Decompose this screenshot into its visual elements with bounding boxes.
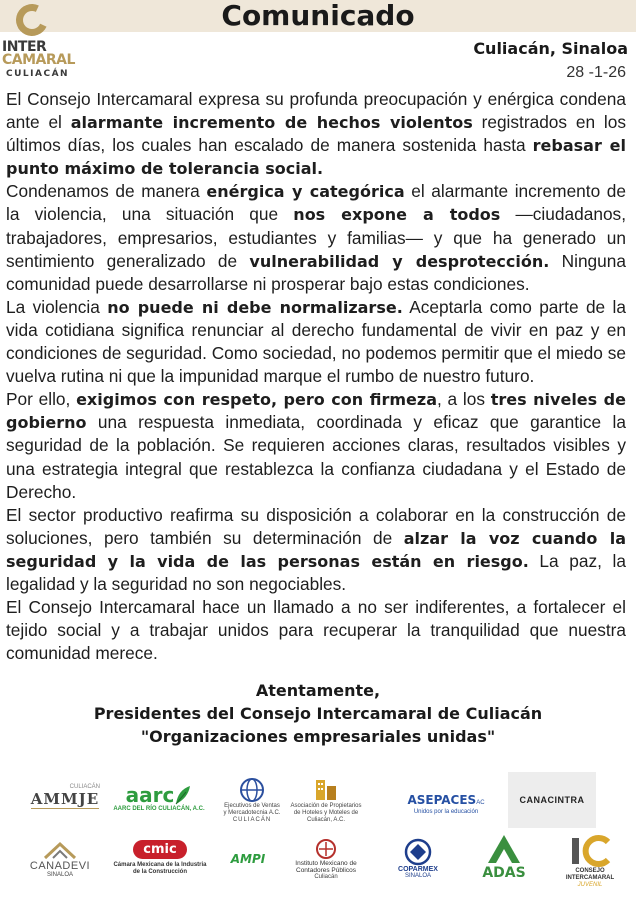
body-text: Condenamos de manera — [6, 181, 207, 202]
emphasis-text: enérgica y categórica — [206, 182, 405, 202]
hoteles-logo — [290, 772, 362, 828]
imcp-city: Culiacán — [314, 873, 338, 880]
emphasis-text: rebasar el punto máximo de tolerancia social. — [6, 136, 626, 179]
ejecutivos-subtitle: Ejecutivos de Ventas y Mercadotecnia A.C. — [223, 802, 281, 816]
logo-text-culiacan: CULIACÁN — [6, 69, 70, 79]
canacintra-name: CANACINTRA — [519, 795, 585, 805]
cmic-subtitle: Cámara Mexicana de la Industria de la Construcción — [113, 862, 207, 875]
canadevi-logo — [22, 834, 98, 884]
emphasis-text: vulnerabilidad y desprotección. — [249, 251, 550, 271]
consejo-juvenil-logo — [560, 828, 620, 894]
body-text: registrados en los últimos días, los cuales han escalado de manera sostenida hasta — [6, 112, 627, 156]
date-line: 28 -1-26 — [566, 64, 626, 81]
canadevi-state: SINALOA — [46, 871, 73, 878]
body-text: La paz, la legalidad y la seguridad no son negociables. — [6, 550, 626, 594]
place-line: Culiacán, Sinaloa — [473, 39, 628, 58]
asepaces-name: ASEPACES — [407, 792, 477, 807]
hoteles-subtitle: Asociación de Propietarios de Hoteles y Moteles de Culiacán, A.C. — [290, 802, 362, 823]
adas-logo — [466, 828, 542, 886]
ejecutivos-globe-icon — [237, 777, 267, 803]
emphasis-text: alarmante incremento de hechos violentos — [70, 113, 473, 133]
aarc-subtitle: AARC DEL RÍO CULIACÁN, A.C. — [113, 805, 205, 812]
ammje-logo — [30, 776, 100, 816]
imcp-subtitle: Instituto Mexicano de Contadores Públicos — [295, 859, 357, 874]
emphasis-text: alzar la voz cuando la seguridad y la vida de las personas están en riesgo. — [6, 528, 626, 571]
cmic-logo — [112, 830, 208, 886]
statement-paragraph — [6, 596, 626, 665]
page-title: Comunicado — [221, 0, 415, 32]
statement-paragraph — [6, 504, 626, 596]
slogan-line: "Organizaciones empresariales unidas" — [140, 727, 496, 746]
signatories-line: Presidentes del Consejo Intercamaral de Culiacán — [93, 704, 543, 723]
ejecutivos-logo — [222, 772, 282, 828]
asepaces-subtitle: Unidos por la educación — [413, 808, 479, 815]
statement-paragraph — [6, 88, 626, 180]
ammje-name: AMMJE — [30, 789, 100, 808]
imcp-logo — [286, 830, 366, 888]
cmic-name: cmic — [133, 840, 186, 859]
body-text: una respuesta inmediata, coordinada y eficaz que garantice la seguridad de la población. Se requieren acciones claras, resultados visibles y una estrategia integral que restablezca la confianza ciudadana y el Estado de Derecho. — [6, 412, 626, 502]
emphasis-text: nos expone a todos — [293, 205, 501, 225]
asepaces-logo — [400, 788, 492, 818]
logo-text-camaral: CAMARAL — [2, 52, 75, 68]
consejo-juvenil-subtitle: CONSEJO INTERCAMARAL — [565, 867, 615, 881]
coparmex-name: COPARMEX — [398, 866, 438, 873]
statement-body — [6, 88, 626, 665]
ejecutivos-city: CULIACÁN — [232, 816, 272, 823]
member-logos — [0, 770, 636, 900]
adas-mountain-icon — [486, 833, 522, 865]
statement-paragraph — [6, 180, 626, 295]
aarc-logo — [110, 776, 208, 820]
emphasis-text: tres niveles de gobierno — [6, 390, 626, 433]
body-text: el alarmante incremento de la violencia, una situación que — [6, 181, 627, 225]
adas-name: ADAS — [482, 865, 526, 881]
ampi-name: AMPI — [230, 852, 266, 866]
imcp-seal-icon — [315, 838, 337, 860]
body-text: El sector productivo reafirma su disposición a colaborar en la construcción de soluciones, pero también su determinación de — [6, 504, 626, 548]
canadevi-roof-icon — [41, 840, 79, 860]
emphasis-text: exigimos con respeto, pero con firmeza — [76, 390, 437, 410]
coparmex-state: SINALOA — [404, 873, 431, 879]
body-text: Aceptarla como parte de la vida cotidiana significa renunciar al derecho fundamental de vivir en paz y en condiciones de seguridad. Como sociedad, no podemos permitir que el miedo se vuelva rutina ni que la impunidad marque el rumbo de nuestro futuro. — [6, 296, 626, 387]
body-text: El Consejo Intercamaral expresa su profunda preocupación y enérgica condena ante el — [6, 89, 626, 133]
ampi-logo — [222, 844, 274, 874]
aarc-leaf-icon — [174, 784, 192, 806]
aarc-name: aarc — [125, 782, 175, 807]
closing-line: Atentamente, — [255, 681, 381, 700]
consejo-juvenil-tag: JUVENIL — [577, 881, 603, 888]
logo-text-inter: INTER — [2, 39, 47, 55]
body-text: , a los — [437, 389, 491, 410]
body-text: El Consejo Intercamaral hace un llamado a no ser indiferentes, a fortalecer el tejido social y a trabajar unidos para recuperar la tranquilidad que nuestra comunidad merece. — [6, 597, 626, 664]
statement-paragraph — [6, 388, 626, 503]
body-text: Por ello, — [6, 389, 77, 410]
hoteles-building-icon — [313, 777, 339, 803]
emphasis-text: no puede ni debe normalizarse. — [107, 297, 403, 317]
coparmex-logo — [388, 832, 448, 886]
canadevi-name: CANADEVI — [29, 859, 91, 872]
body-text: —ciudadanos, trabajadores, empresarios, estudiantes y familias— y que ha generado un sentimiento generalizado de — [6, 204, 626, 271]
ammje-city: CULIACÁN — [69, 783, 100, 790]
consejo-juvenil-ic-icon — [568, 834, 612, 868]
canacintra-logo — [508, 772, 596, 828]
asepaces-suffix: AC — [476, 799, 485, 806]
coparmex-emblem-icon — [404, 838, 432, 866]
body-text: La violencia — [6, 296, 108, 317]
body-text: Ninguna comunidad puede desarrollarse ni prosperar bajo estas condiciones. — [6, 250, 626, 294]
statement-paragraph — [6, 296, 626, 388]
